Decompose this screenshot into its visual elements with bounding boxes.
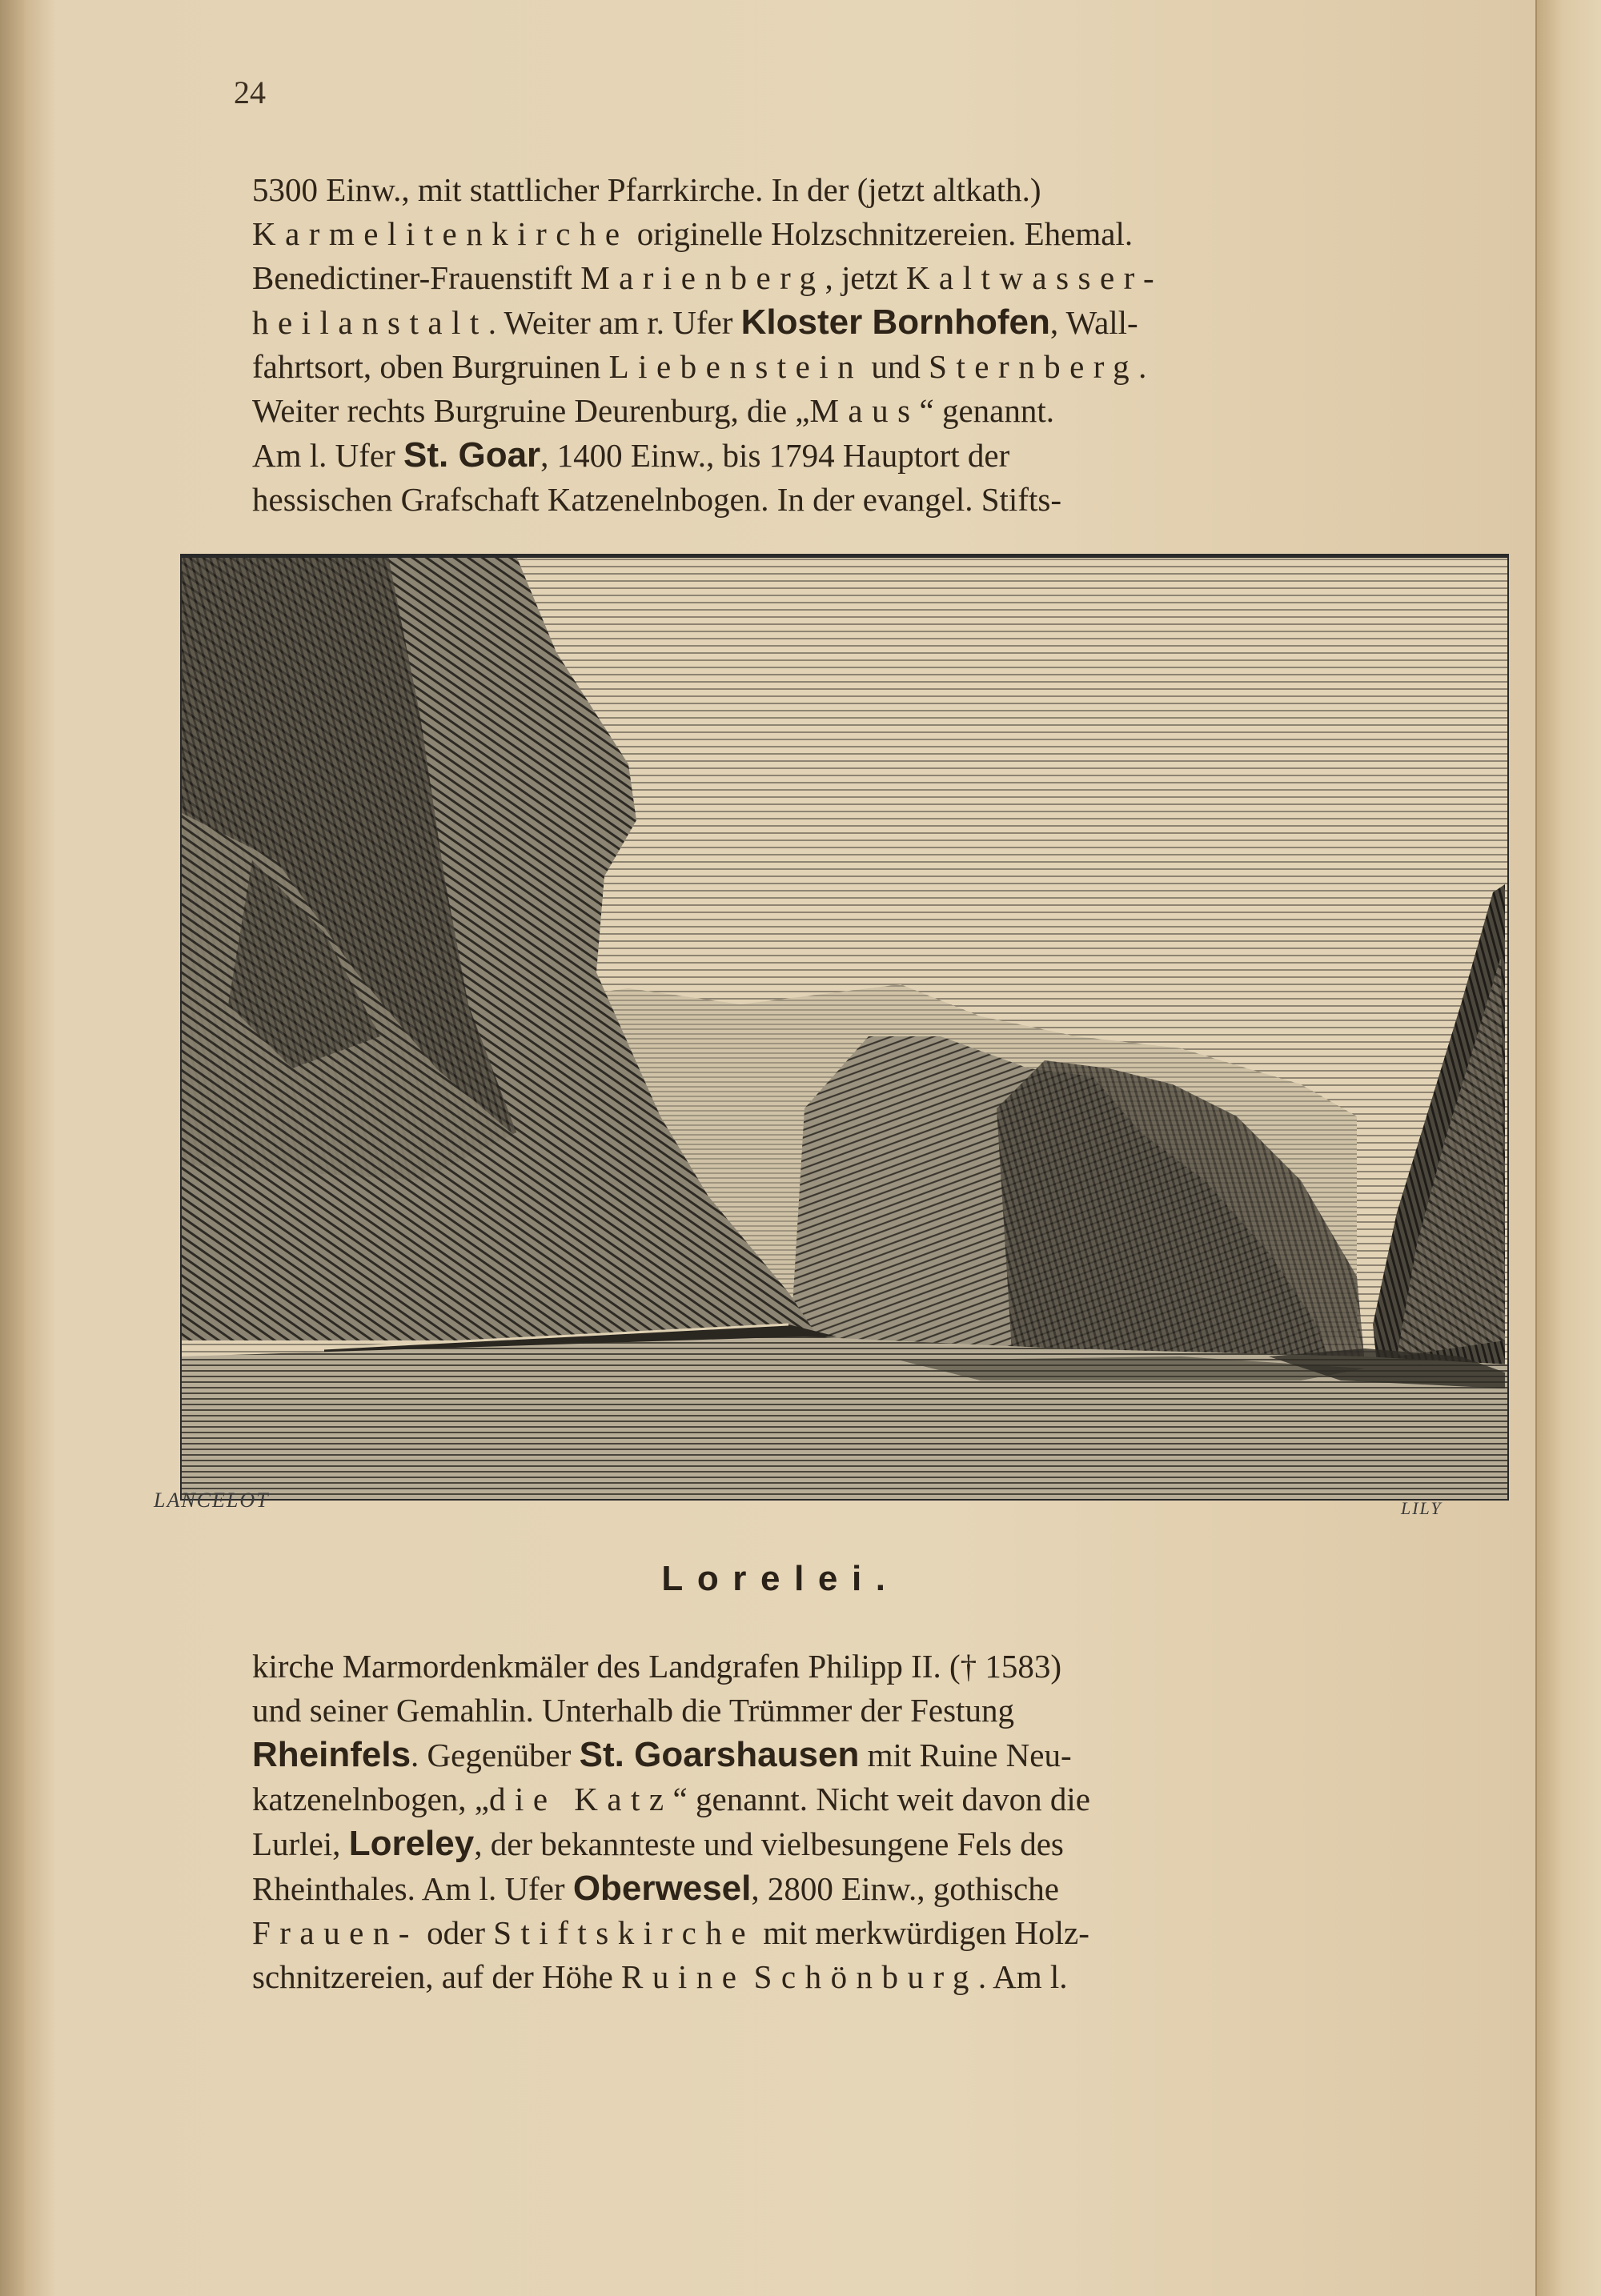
text-line: 5300 Einw., mit stattlicher Pfarrkirche. In der (jetzt altkath.)	[252, 171, 1041, 208]
text-line: fahrtsort, oben Burgruinen Liebenstein und Sternberg.	[252, 348, 1147, 385]
text-line: katzenelnbogen, „die Katz“ genannt. Nicht weit davon die	[252, 1781, 1090, 1817]
text-line: Rheinfels. Gegenüber St. Goarshausen mit Ruine Neu-	[252, 1735, 1072, 1774]
text-line: Am l. Ufer St. Goar, 1400 Einw., bis 1794 Hauptort der	[252, 435, 1010, 475]
text-line: Weiter rechts Burgruine Deurenburg, die „Maus“ genannt.	[252, 392, 1055, 429]
text-line: Karmelitenkirche originelle Holzschnitzereien. Ehemal.	[252, 215, 1134, 252]
text-line: Rheinthales. Am l. Ufer Oberwesel, 2800 Einw., gothische	[252, 1869, 1059, 1908]
lorelei-engraving	[180, 554, 1509, 1501]
book-gutter	[0, 0, 24, 2296]
text-line: heilanstalt. Weiter am r. Ufer Kloster Bornhofen, Wall-	[252, 303, 1138, 342]
engraver-signature-right: LILY	[1401, 1498, 1443, 1518]
page-number: 24	[234, 74, 266, 110]
text-line: Lurlei, Loreley, der bekannteste und vielbesungene Fels des	[252, 1824, 1064, 1863]
figure-caption: Lorelei.	[661, 1559, 900, 1598]
text-line: hessischen Grafschaft Katzenelnbogen. In der evangel. Stifts-	[252, 481, 1061, 518]
bottom-paragraph	[252, 1645, 1433, 1999]
book-page	[24, 0, 1537, 2296]
engraver-signature-left: LANCELOT	[154, 1489, 270, 1512]
text-line: Benedictiner-Frauenstift Marienberg, jetzt Kaltwasser-	[252, 259, 1164, 296]
text-line: Frauen- oder Stiftskirche mit merkwürdigen Holz-	[252, 1914, 1089, 1951]
next-page-edge	[1535, 0, 1601, 2296]
text-line: schnitzereien, auf der Höhe Ruine Schönburg. Am l.	[252, 1958, 1068, 1995]
text-line: kirche Marmordenkmäler des Landgrafen Philipp II. († 1583)	[252, 1648, 1062, 1685]
text-line: und seiner Gemahlin. Unterhalb die Trümmer der Festung	[252, 1692, 1014, 1729]
top-paragraph	[252, 168, 1433, 522]
